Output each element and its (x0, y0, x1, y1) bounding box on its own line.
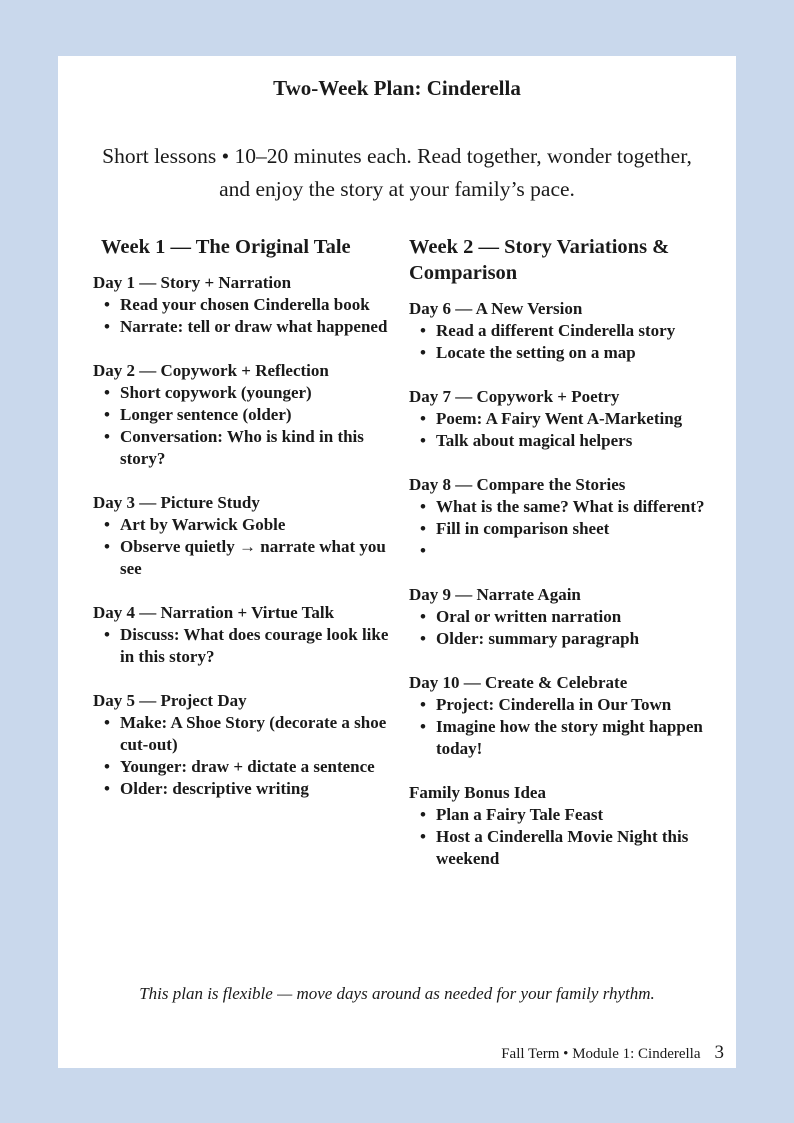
task-item: • Project: Cinderella in Our Town (436, 694, 709, 716)
task-item: • Short copywork (younger) (120, 382, 393, 404)
day-title: Day 6 — A New Version (409, 299, 583, 318)
task-item: • Older: descriptive writing (120, 778, 393, 800)
day-block (93, 690, 393, 800)
day-task-list (409, 408, 709, 452)
day-title: Day 7 — Copywork + Poetry (409, 387, 620, 406)
week-2-column (409, 234, 709, 892)
task-item: • Art by Warwick Goble (120, 514, 393, 536)
day-task-list (93, 382, 393, 470)
task-item: • Conversation: Who is kind in this story? (120, 426, 393, 470)
footer-module-label: Fall Term • Module 1: Cinderella (501, 1046, 701, 1062)
task-item (436, 540, 709, 562)
day-task-list (409, 320, 709, 364)
task-item: • Make: A Shoe Story (decorate a shoe cut-out) (120, 712, 393, 756)
page-number: 3 (714, 1042, 724, 1063)
day-title: Day 2 — Copywork + Reflection (93, 361, 329, 380)
week-1-heading: Week 1 — The Original Tale (101, 236, 351, 258)
task-item: • Oral or written narration (436, 606, 709, 628)
day-task-list (409, 804, 709, 870)
task-item: • Narrate: tell or draw what happened (120, 316, 393, 338)
day-task-list (409, 496, 709, 562)
day-task-list (93, 514, 393, 580)
task-item: • Read a different Cinderella story (436, 320, 709, 342)
task-item: • Younger: draw + dictate a sentence (120, 756, 393, 778)
task-item: • Read your chosen Cinderella book (120, 294, 393, 316)
day-title: Family Bonus Idea (409, 783, 546, 802)
task-item: • Longer sentence (older) (120, 404, 393, 426)
task-item: • Imagine how the story might happen today! (436, 716, 709, 760)
week-1-column (93, 234, 393, 822)
day-task-list (93, 712, 393, 800)
day-title: Day 8 — Compare the Stories (409, 475, 626, 494)
day-title: Day 10 — Create & Celebrate (409, 673, 628, 692)
task-item: • Plan a Fairy Tale Feast (436, 804, 709, 826)
day-title: Day 1 — Story + Narration (93, 273, 292, 292)
day-task-list (409, 694, 709, 760)
task-item: • What is the same? What is different? (436, 496, 709, 518)
task-item: • Fill in comparison sheet (436, 518, 709, 540)
day-block (93, 272, 393, 338)
page-title: Two-Week Plan: Cinderella (273, 76, 521, 100)
task-item: • Observe quietly → narrate what you see (120, 536, 393, 580)
task-item: • Locate the setting on a map (436, 342, 709, 364)
day-block (93, 602, 393, 668)
day-title: Day 9 — Narrate Again (409, 585, 581, 604)
task-item: • Discuss: What does courage look like in this story? (120, 624, 393, 668)
day-block (409, 298, 709, 364)
task-item: • Poem: A Fairy Went A-Marketing (436, 408, 709, 430)
day-block (409, 386, 709, 452)
day-block (409, 672, 709, 760)
day-block (93, 360, 393, 470)
week-1-days (93, 272, 393, 800)
page-footer (501, 1042, 724, 1064)
closing-note: This plan is flexible — move days around as needed for your family rhythm. (139, 984, 655, 1003)
day-task-list (93, 294, 393, 338)
day-block (93, 492, 393, 580)
intro-text: Short lessons • 10–20 minutes each. Read together, wonder together, and enjoy the story at your family’s pace. (102, 144, 692, 201)
day-title: Day 4 — Narration + Virtue Talk (93, 603, 335, 622)
task-item: • Older: summary paragraph (436, 628, 709, 650)
task-item: • Host a Cinderella Movie Night this weekend (436, 826, 709, 870)
day-block (409, 782, 709, 870)
day-block (409, 584, 709, 650)
day-task-list (93, 624, 393, 668)
day-title: Day 5 — Project Day (93, 691, 247, 710)
day-block (409, 474, 709, 562)
day-task-list (409, 606, 709, 650)
week-2-heading: Week 2 — Story Variations & Comparison (409, 236, 670, 284)
task-item: • Talk about magical helpers (436, 430, 709, 452)
week-2-days (409, 298, 709, 870)
day-title: Day 3 — Picture Study (93, 493, 260, 512)
page (58, 56, 736, 1068)
